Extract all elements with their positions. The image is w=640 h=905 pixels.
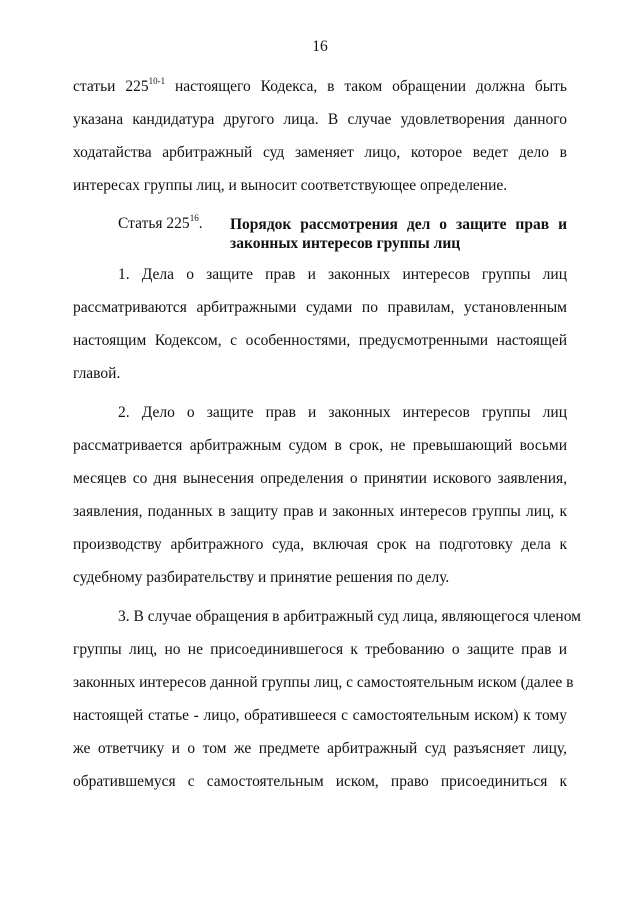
- text-line: настоящим Кодексом, с особенностями, предусмотренными настоящей: [73, 332, 567, 349]
- text-line: производству арбитражного суда, включая срок на подготовку дела к: [73, 536, 567, 553]
- text-line: месяцев со дня вынесения определения о принятии искового заявления,: [73, 470, 567, 487]
- text-line: указана кандидатура другого лица. В случае удовлетворения данного: [73, 111, 567, 128]
- article-label: [118, 215, 203, 233]
- article-title-line: законных интересов группы лиц: [230, 235, 461, 252]
- text-line: ходатайства арбитражный суд заменяет лицо, которое ведет дело в: [73, 144, 567, 161]
- article-title-line: Порядок рассмотрения дел о защите прав и: [230, 216, 567, 233]
- text-line: интересах группы лиц, и выносит соответствующее определение.: [73, 177, 508, 194]
- text-line: [73, 70, 567, 103]
- text-line: законных интересов данной группы лиц, с самостоятельным иском (далее в: [73, 674, 574, 691]
- text-line: 3. В случае обращения в арбитражный суд лица, являющегося членом: [118, 608, 581, 625]
- text-line: 1. Дела о защите прав и законных интересов группы лиц: [118, 266, 567, 283]
- paragraph-2: [73, 396, 567, 594]
- page-number: 16: [312, 38, 328, 55]
- text-line: 2. Дело о защите прав и законных интересов группы лиц: [118, 404, 567, 421]
- article-number-sup: 16: [189, 213, 199, 223]
- text-line: рассматриваются арбитражными судами по правилам, установленным: [73, 299, 567, 316]
- text-line: настоящей статье - лицо, обратившееся с самостоятельным иском) к тому: [73, 707, 567, 724]
- article-title: [230, 215, 567, 253]
- text-line: главой.: [73, 365, 121, 382]
- text-line: рассматривается арбитражным судом в срок, не превышающий восьми: [73, 437, 567, 454]
- text-line: судебному разбирательству и принятие решения по делу.: [73, 569, 450, 586]
- article-number: Статья 225: [118, 215, 190, 232]
- superscript-ref: 10-1: [148, 76, 166, 86]
- text-line: же ответчику и о том же предмете арбитражный суд разъясняет лицу,: [73, 740, 567, 757]
- text-line-rest: настоящего Кодекса, в таком обращении должна быть: [175, 78, 567, 95]
- text-line: заявления, поданных в защиту прав и законных интересов группы лиц, к: [73, 503, 567, 520]
- text-line: обратившемуся с самостоятельным иском, право присоединиться к: [73, 773, 567, 790]
- text-line: группы лиц, но не присоединившегося к требованию о защите прав и: [73, 641, 567, 658]
- text-line-start: статьи 225: [73, 78, 149, 95]
- paragraph-continuation: [73, 70, 567, 202]
- article-number-suffix: .: [198, 215, 203, 232]
- paragraph-1: [73, 258, 567, 390]
- paragraph-3: [73, 600, 581, 798]
